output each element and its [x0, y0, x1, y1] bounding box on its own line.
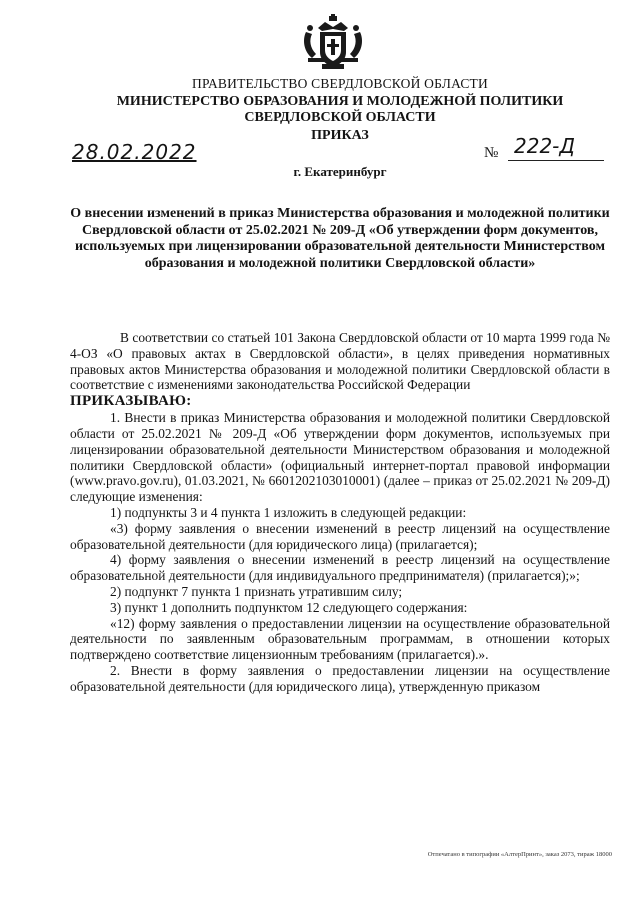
body-paragraph: «3) форму заявления о внесении изменений в реестр лицензий на осуществление образовательной деятельности (для юридического лица) (прилагается);: [70, 520, 610, 552]
ministry-name-line1: МИНИСТЕРСТВО ОБРАЗОВАНИЯ И МОЛОДЕЖНОЙ ПОЛИТИКИ: [116, 94, 564, 109]
document-body: [70, 330, 610, 695]
coat-of-arms-emblem: [298, 14, 368, 74]
body-paragraph: 2) подпункт 7 пункта 1 признать утратившим силу;: [110, 583, 403, 599]
order-number: 222-Д: [508, 134, 604, 161]
ministry-name: [60, 94, 620, 126]
city: г. Екатеринбург: [293, 164, 387, 179]
printer-footer: Отпечатано в типографии «АлтерПринт», заказ 2073, тираж 18000: [427, 851, 612, 858]
body-paragraph: 3) пункт 1 дополнить подпунктом 12 следующего содержания:: [110, 599, 468, 615]
government-name: ПРАВИТЕЛЬСТВО СВЕРДЛОВСКОЙ ОБЛАСТИ: [192, 76, 488, 91]
order-date: 28.02.2022: [72, 140, 197, 164]
body-paragraph: 1) подпункты 3 и 4 пункта 1 изложить в следующей редакции:: [110, 504, 467, 520]
preamble-paragraph: В соответствии со статьей 101 Закона Свердловской области от 10 марта 1999 года № 4-ОЗ «О правовых актах в Свердловской области», в целях приведения нормативных правовых актов Министерства образования и молодежной политики Свердловской области в соответствие с изменениями законодательства Российской Федерации: [70, 330, 610, 393]
decree-heading: ПРИКАЗЫВАЮ:: [70, 393, 192, 410]
document-title: О внесении изменений в приказ Министерства образования и молодежной политики Свердловской области от 25.02.2021 № 209-Д «Об утверждении форм документов, используемых при лицензировании образовательной деятельности Министерством образования и молодежной политики Свердловской области»: [70, 206, 610, 271]
body-paragraph: 4) форму заявления о внесении изменений в реестр лицензий на осуществление образовательной деятельности (для индивидуального предпринимателя) (прилагается);»;: [70, 552, 610, 584]
number-sign: №: [484, 145, 499, 161]
ministry-name-line2: СВЕРДЛОВСКОЙ ОБЛАСТИ: [244, 110, 436, 125]
body-paragraph: «12) форму заявления о предоставлении лицензии на осуществление образовательной деятельности по заявленным образовательным программам, в отношении которых подтверждено соответствие лицензионным требованиям (прилагается).».: [70, 615, 610, 663]
body-paragraph: 2. Внести в форму заявления о предоставлении лицензии на осуществление образовательной деятельности (для юридического лица), утвержденную приказом: [70, 662, 610, 694]
document-type: ПРИКАЗ: [311, 128, 369, 143]
body-paragraph: 1. Внести в приказ Министерства образования и молодежной политики Свердловской области от 25.02.2021 № 209-Д «Об утверждении форм документов, используемых при лицензировании образовательной деятельности Министерством образования и молодежной политики Свердловской области» (официальный интернет-портал правовой информации (www.pravo.gov.ru), 01.03.2021, № 6601202103010001) (далее – приказ от 25.02.2021 № 209-Д) следующие изменения:: [70, 410, 610, 505]
